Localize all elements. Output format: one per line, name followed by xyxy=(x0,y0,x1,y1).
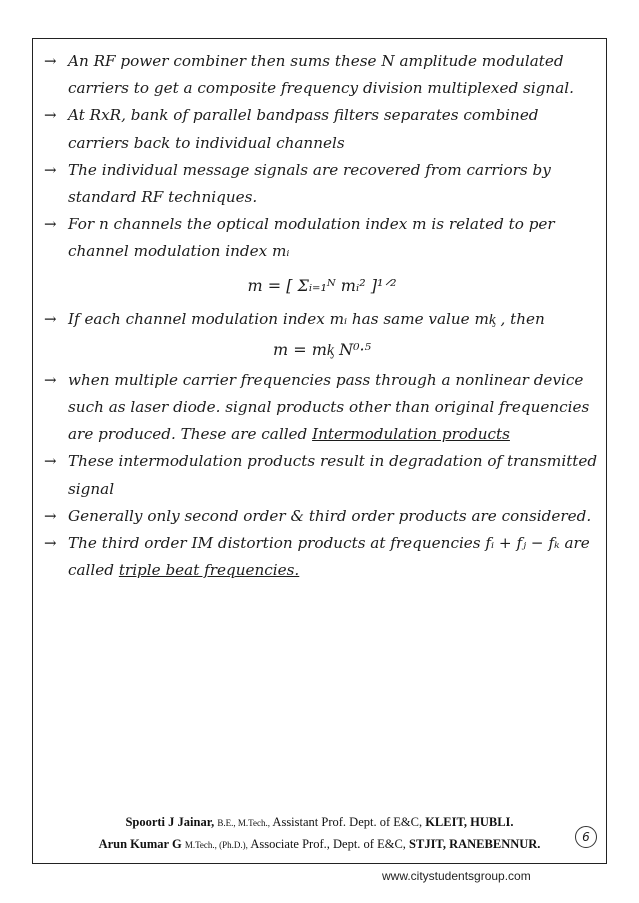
author-2-name: Arun Kumar G xyxy=(98,837,182,851)
note-intermodulation-text: when multiple carrier frequencies pass through a nonlinear device such as laser diode. signal products other than original frequencies are produced. These are called xyxy=(68,370,590,444)
author-footer xyxy=(32,812,607,856)
note-signal-recovery: → The individual message signals are recovered from carriors by standard RF techniques. xyxy=(44,157,600,211)
term-triple-beat-frequencies: triple beat frequencies. xyxy=(118,561,300,580)
author-2-quals: M.Tech., (Ph.D.), xyxy=(184,840,248,850)
note-bandpass-filters: → At RxR, bank of parallel bandpass filters separates combined carriers back to individual channels xyxy=(44,102,600,156)
author-1-role: Assistant Prof. Dept. of E&C, xyxy=(272,815,423,829)
footer-line-2 xyxy=(32,834,607,856)
note-modulation-index: → For n channels the optical modulation index m is related to per channel modulation index mᵢ xyxy=(44,211,600,265)
author-1-name: Spoorti J Jainar, xyxy=(125,815,215,829)
note-intermodulation xyxy=(44,367,600,449)
author-1-institute: KLEIT, HUBLI. xyxy=(425,815,514,829)
formula-modulation-index: m = [ Σᵢ₌₁ᴺ mᵢ² ]¹ᐟ² xyxy=(247,275,397,295)
note-second-third-order: → Generally only second order & third order products are considered. xyxy=(44,503,600,530)
handwritten-notes xyxy=(44,48,600,584)
note-rf-combiner: → An RF power combiner then sums these N amplitude modulated carriers to get a composite frequency division multiplexed signal. xyxy=(44,48,600,102)
website-watermark: www.citystudentsgroup.com xyxy=(382,869,531,883)
author-2-institute: STJIT, RANEBENNUR. xyxy=(409,837,541,851)
author-2-role: Associate Prof., Dept. of E&C, xyxy=(250,837,406,851)
note-same-index: → If each channel modulation index mᵢ has same value mᶄ , then xyxy=(44,306,600,333)
page-number: 6 xyxy=(575,826,597,848)
formula-m-equals: m = mᶄ N⁰·⁵ xyxy=(272,339,372,359)
note-triple-beat xyxy=(44,530,600,584)
footer-line-1 xyxy=(32,812,607,834)
note-triple-beat-text: The third order IM distortion products at frequencies fᵢ + fⱼ − fₖ are called xyxy=(68,534,590,580)
note-degradation: → These intermodulation products result in degradation of transmitted signal xyxy=(44,448,600,502)
author-1-quals: B.E., M.Tech., xyxy=(217,818,270,828)
term-intermodulation-products: Intermodulation products xyxy=(312,425,510,444)
